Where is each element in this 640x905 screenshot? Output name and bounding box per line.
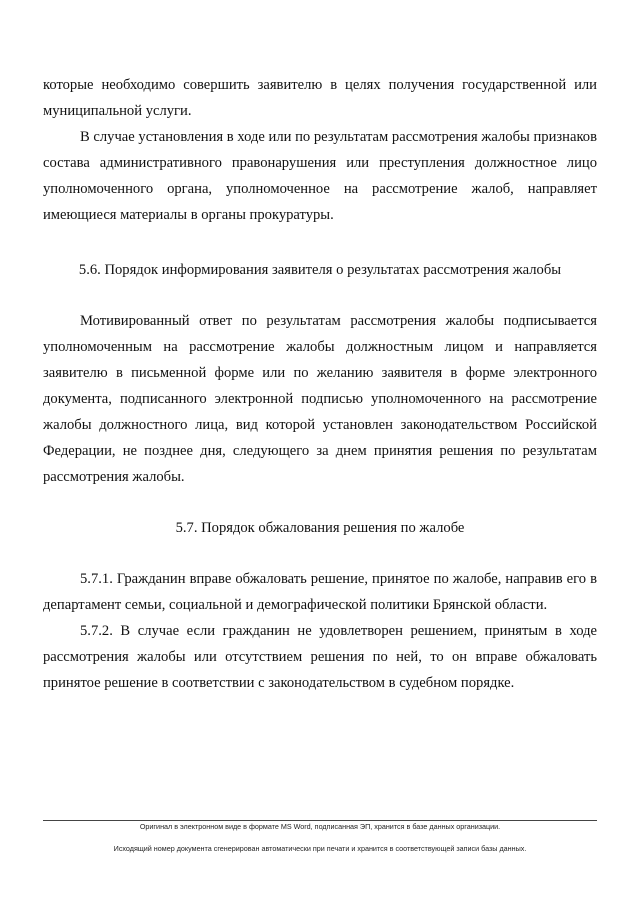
heading-5-6-text: 5.6. Порядок информирования заявителя о результатах рассмотрения жалобы — [78, 262, 562, 278]
paragraph-5-7-2: 5.7.2. В случае если гражданин не удовлетворен решением, принятым в ходе рассмотрения жалобы или отсутствием решения по ней, то он вправе обжаловать принятое решение в соответствии с законодательством в судебном порядке. — [43, 623, 597, 691]
footer-note-original: Оригинал в электронном виде в формате MS Word, подписанная ЭП, хранится в базе данных организации. — [139, 822, 501, 831]
paragraph-5-7-1: 5.7.1. Гражданин вправе обжаловать решение, принятое по жалобе, направив его в департамент семьи, социальной и демографической политики Брянской области. — [43, 571, 597, 613]
text-block-intro — [43, 72, 597, 228]
text-block-5-6 — [43, 308, 597, 490]
footer-note-number: Исходящий номер документа сгенерирован автоматически при печати и хранится в соответствующей записи базы данных. — [113, 844, 527, 853]
paragraph-prosecution: В случае установления в ходе или по результатам рассмотрения жалобы признаков состава административного правонарушения или преступления должностное лицо уполномоченного органа, уполномоченное на рассмотрение жалоб, направляет имеющиеся материалы в органы прокуратуры. — [43, 129, 597, 223]
paragraph-continuation: которые необходимо совершить заявителю в целях получения государственной или муниципальной услуги. — [43, 77, 597, 119]
footer-divider — [43, 820, 597, 821]
heading-5-7-text: 5.7. Порядок обжалования решения по жалобе — [175, 520, 465, 536]
text-block-5-7 — [43, 566, 597, 696]
paragraph-motivated-response: Мотивированный ответ по результатам рассмотрения жалобы подписывается уполномоченным на рассмотрение жалобы должностным лицом и направляется заявителю в письменной форме или по желанию заявителя в форме электронного документа, подписанного электронной подписью уполномоченного на рассмотрение жалобы должностного лица, вид которой установлен законодательством Российской Федерации, не позднее дня, следующего за днем принятия решения по результатам рассмотрения жалобы. — [43, 313, 597, 485]
section-heading-5-6 — [43, 257, 597, 283]
section-heading-5-7 — [43, 515, 597, 541]
